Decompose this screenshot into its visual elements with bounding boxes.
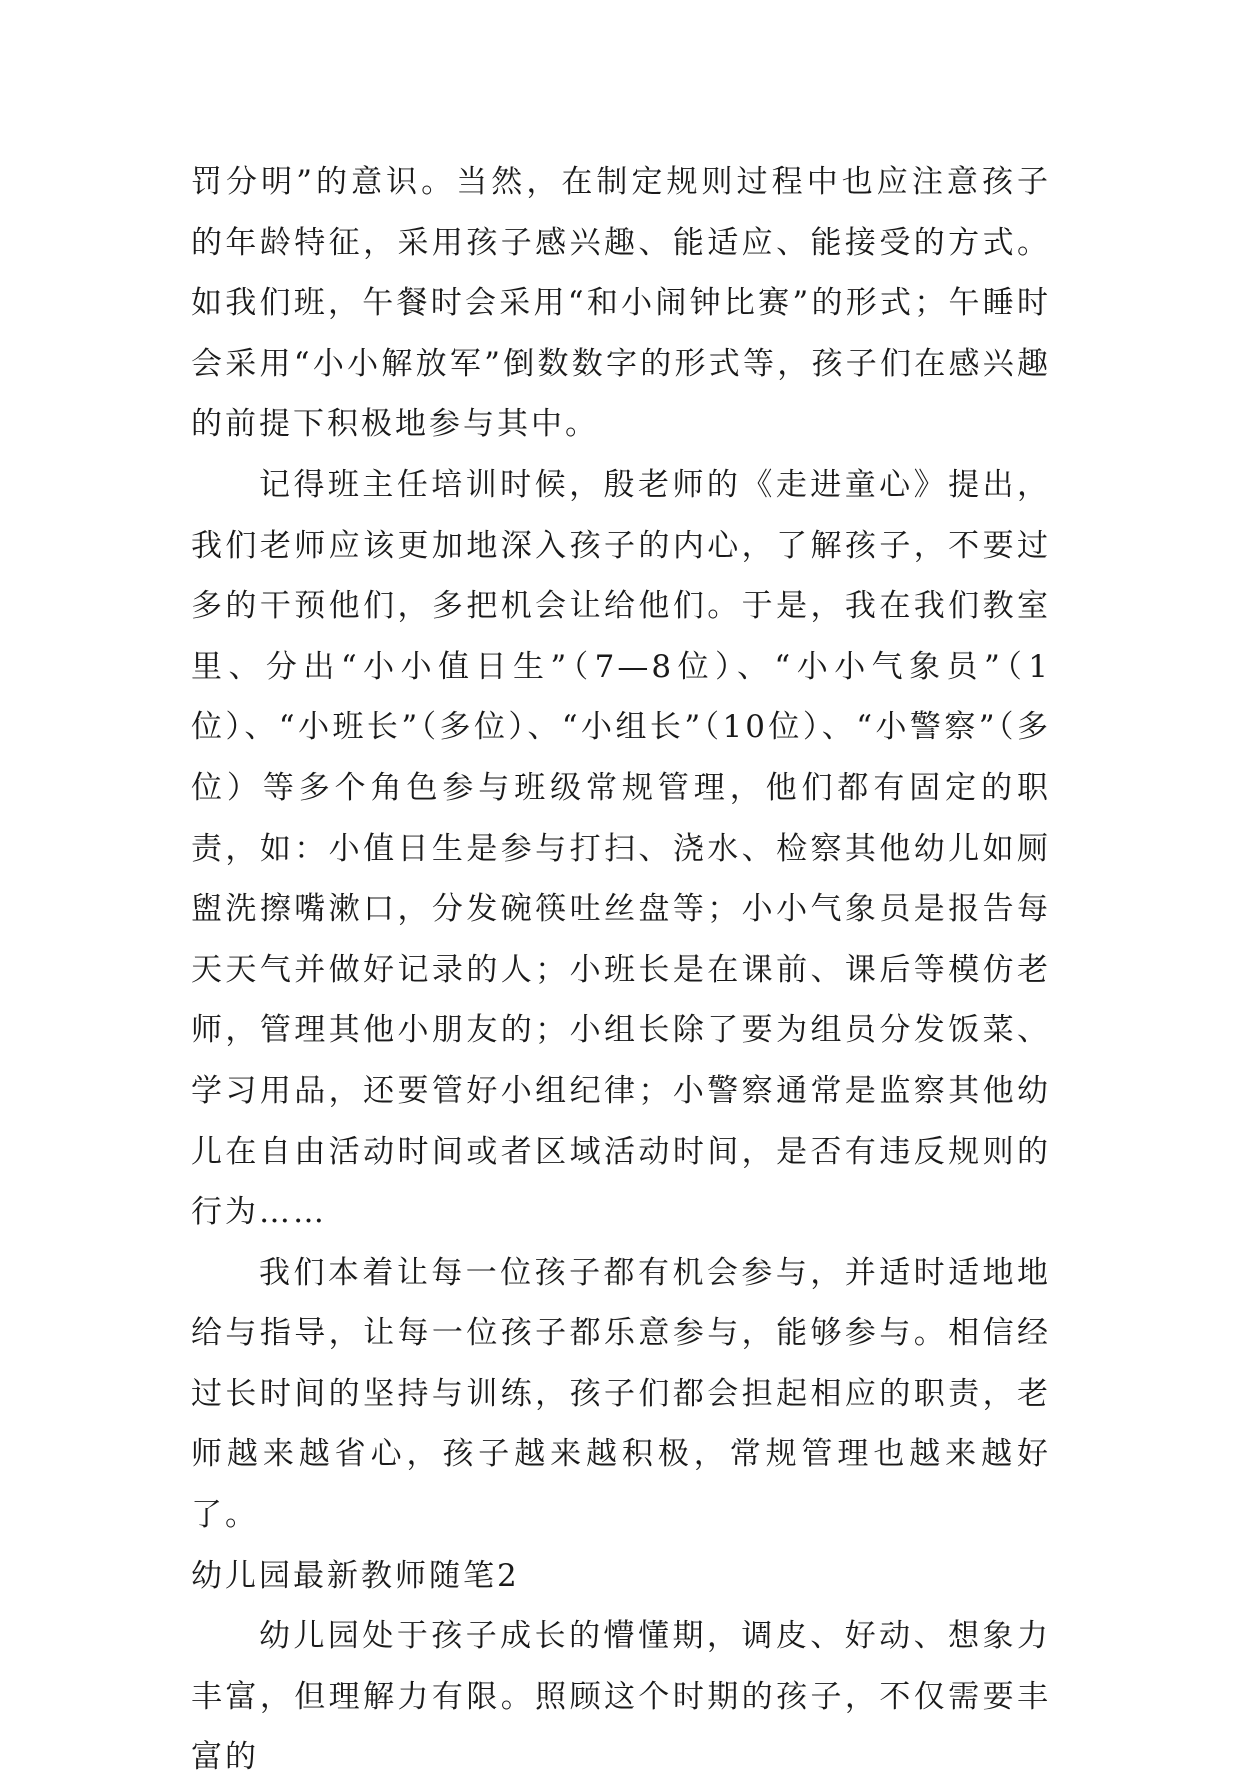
paragraph-class-roles: 记得班主任培训时候，殷老师的《走进童心》提出，我们老师应该更加地深入孩子的内心，了解孩子，不要过多的干预他们，多把机会让给他们。于是，我在我们教室里、分出“小小值日生”（7—8位）、“小小气象员”（1位）、“小班长”（多位）、“小组长”（10位）、“小警察”（多位）等多个角色参与班级常规管理，他们都有固定的职责，如：小值日生是参与打扫、浇水、检察其他幼儿如厕盥洗擦嘴漱口，分发碗筷吐丝盘等；小小气象员是报告每天天气并做好记录的人；小班长是在课前、课后等模仿老师，管理其他小朋友的；小组长除了要为组员分发饭菜、学习用品，还要管好小组纪律；小警察通常是监察其他幼儿在自由活动时间或者区域活动时间，是否有违反规则的行为……: [191, 466, 1051, 1231]
paragraph-rules-awareness: 罚分明”的意识。当然，在制定规则过程中也应注意孩子的年龄特征，采用孩子感兴趣、能适应、能接受的方式。如我们班，午餐时会采用“和小闹钟比赛”的形式；午睡时会采用“小小解放军”倒数数字的形式等，孩子们在感兴趣的前提下积极地参与其中。: [191, 164, 1051, 443]
document-body: [191, 152, 1051, 1788]
section-title: 幼儿园最新教师随笔2: [191, 1557, 520, 1594]
paragraph-section2-intro: 幼儿园处于孩子成长的懵懂期，调皮、好动、想象力丰富，但理解力有限。照顾这个时期的孩子，不仅需要丰富的: [191, 1618, 1051, 1776]
paragraph-participation: 我们本着让每一位孩子都有机会参与，并适时适地地给与指导，让每一位孩子都乐意参与，能够参与。相信经过长时间的坚持与训练，孩子们都会担起相应的职责，老师越来越省心，孩子越来越积极，常规管理也越来越好了。: [191, 1254, 1051, 1534]
